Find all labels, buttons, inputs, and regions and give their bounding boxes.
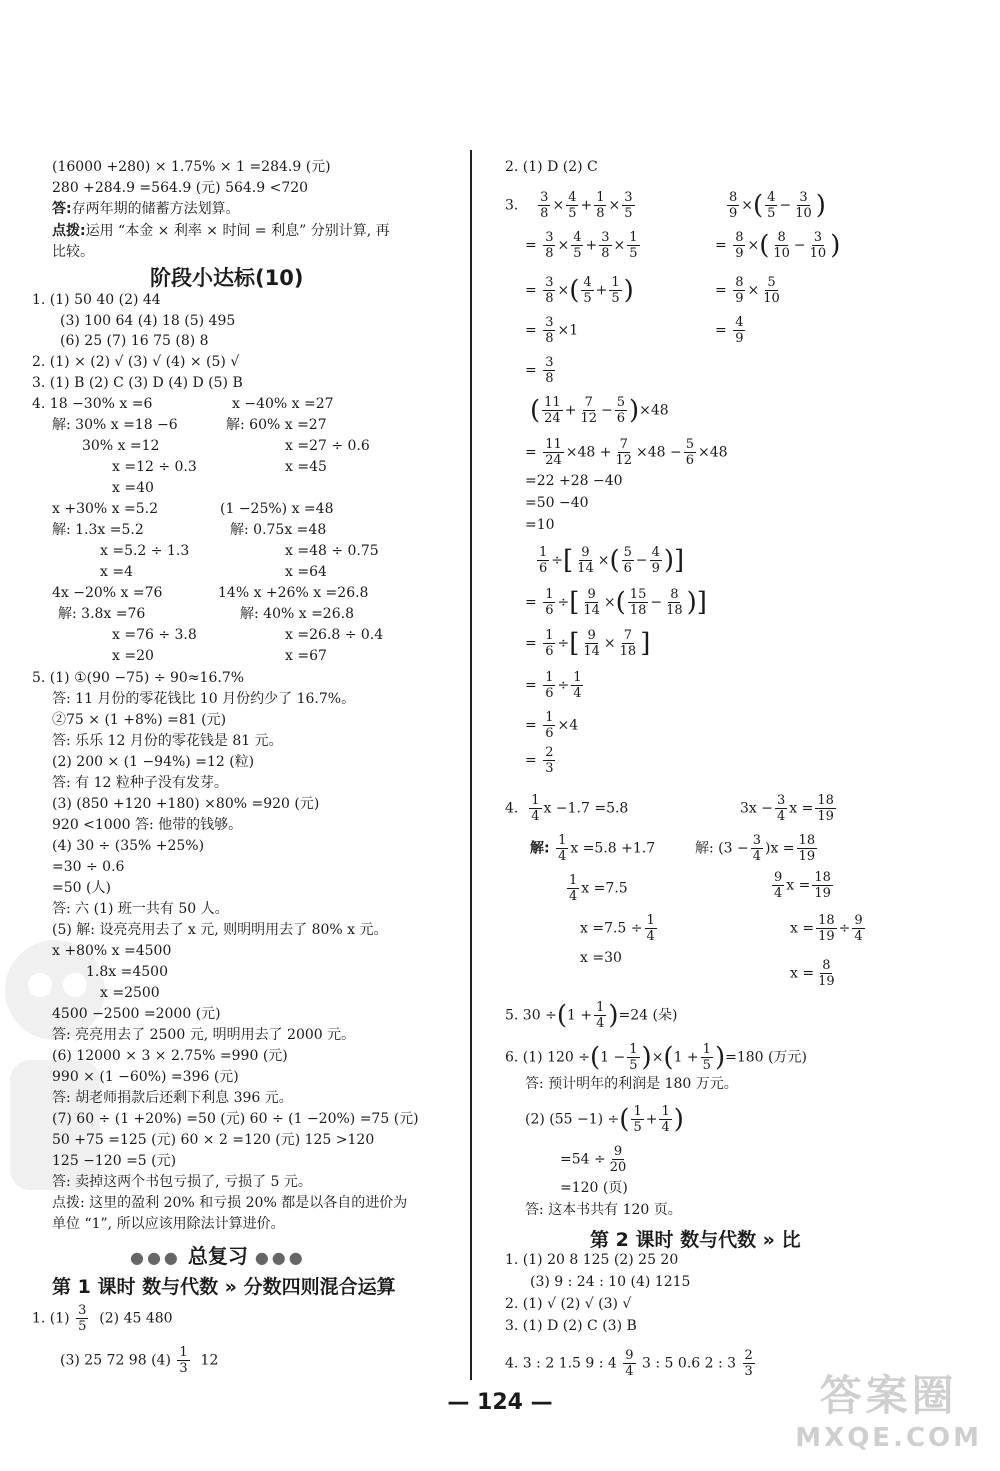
math-line: = $\frac{3}{8}$ × $\frac{4}{5}$ + $\frac{3}{8}$ × $\frac{1}{5}$ — [525, 230, 638, 261]
math-line: ( $\frac{11}{24}$ + $\frac{7}{12}$ − $\frac{5}{6}$ )×48 — [530, 395, 669, 426]
fraction — [177, 1345, 189, 1376]
text-line: x −40% x =27 — [232, 396, 334, 412]
text-line: 2. (1) D (2) C — [505, 159, 598, 175]
text-line: x +30% x =5.2 — [52, 501, 158, 517]
text-line: x =40 — [112, 480, 154, 496]
math-line: 解: $\frac{1}{4}$ x =5.8 +1.7 — [530, 833, 656, 864]
text-line: x =26.8 ÷ 0.4 — [285, 627, 384, 643]
column-divider — [470, 150, 472, 1380]
math-line: 6. (1) 120 ÷(1 − $\frac{1}{5}$ )×(1 + $\frac{1}{5}$ )=180 (万元) — [505, 1042, 807, 1073]
math-line: = $\frac{4}{9}$ — [715, 315, 744, 346]
math-line: $\frac{1}{6}$ ÷[ $\frac{9}{14}$ ×( $\frac{5}{6}$ − $\frac{4}{9}$ )] — [539, 545, 685, 576]
math-line: = $\frac{11}{24}$ ×48 + $\frac{7}{12}$ ×48 − $\frac{5}{6}$ ×48 — [525, 437, 728, 468]
section-title: 总复习 — [187, 1244, 248, 1268]
math-line: =54 ÷ $\frac{9}{20}$ — [560, 1144, 627, 1175]
text-line: 2. (1) √ (2) √ (3) √ — [505, 1296, 632, 1312]
text-span: x =5.8 +1.7 — [570, 840, 656, 857]
text-line: x =48 ÷ 0.75 — [285, 543, 379, 559]
text-line: 点拨: 这里的盈利 20% 和亏损 20% 都是以各自的进价为 — [52, 1195, 408, 1211]
text-line: x =45 — [285, 459, 327, 475]
numerator: 1 — [179, 1345, 188, 1360]
text-line: (6) 12000 × 3 × 2.75% =990 (元) — [52, 1048, 288, 1064]
text-line: ②75 × (1 +8%) =81 (元) — [52, 712, 227, 728]
fraction — [76, 1303, 88, 1334]
text-line: 4500 −2500 =2000 (元) — [52, 1006, 221, 1022]
math-line: = $\frac{1}{6}$ ×4 — [525, 710, 579, 741]
text-line: 答: 11 月份的零花钱比 10 月份约少了 16.7%。 — [52, 691, 356, 707]
text-line: 280 +284.9 =564.9 (元) 564.9 <720 — [52, 180, 309, 196]
text-line: (5) 解: 设亮亮用去了 x 元, 则明明用去了 80% x 元。 — [52, 922, 388, 938]
text-span: 12 — [200, 1352, 219, 1369]
text-span: x =7.5 — [581, 880, 628, 897]
math-line: 4. 3 : 2 1.5 9 : 4 $\frac{9}{4}$ 3 : 5 0.6 2 : 3 $\frac{2}{3}$ — [505, 1348, 753, 1379]
text-span: =180 (万元) — [725, 1049, 807, 1066]
text-line: 答: 有 12 粒种子没有发芽。 — [52, 775, 228, 791]
math-line: 3. $\frac{3}{8}$ × $\frac{4}{5}$ + $\frac{1}{8}$ × $\frac{3}{5}$ — [505, 190, 633, 221]
math-line: $\frac{8}{9}$ ×( $\frac{4}{5}$ − $\frac{3}{10}$ ) — [729, 190, 826, 221]
text-line: (1 −25%) x =48 — [220, 501, 334, 517]
text-line: (6) 25 (7) 16 75 (8) 8 — [60, 333, 209, 349]
text-line: (16000 +280) × 1.75% × 1 =284.9 (元) — [52, 159, 331, 175]
text-span: 4. — [505, 800, 519, 817]
text-line: 14% x +26% x =26.8 — [218, 585, 369, 601]
text-line: =22 +28 −40 — [525, 473, 623, 489]
text-line: 4x −20% x =76 — [52, 585, 163, 601]
text-span: =54 ÷ — [560, 1151, 606, 1168]
text-line: x =20 — [112, 648, 154, 664]
text-line: x =2500 — [100, 985, 160, 1001]
text-span: x = — [790, 965, 815, 982]
math-line: = $\frac{1}{6}$ ÷[ $\frac{9}{14}$ ×( $\frac{15}{18}$ − $\frac{8}{18}$ )] — [525, 587, 707, 618]
math-line: 3x − $\frac{3}{4}$ x = $\frac{18}{19}$ — [740, 793, 834, 824]
text-line: x =67 — [285, 648, 327, 664]
text-span: x =7.5 ÷ — [580, 920, 643, 937]
text-line: =50 (人) — [52, 880, 111, 896]
math-line: 4. $\frac{1}{4}$ x −1.7 =5.8 — [505, 793, 629, 824]
answer-label: 答: — [52, 201, 72, 217]
text-line: 920 <1000 答: 他带的钱够。 — [52, 817, 243, 833]
text-span: (2) (55 −1) ÷ — [525, 1111, 620, 1128]
tip-text: 运用 “本金 × 利率 × 时间 = 利息” 分别计算, 再 — [85, 223, 390, 239]
section-heading — [130, 1240, 306, 1269]
lesson-heading: 第 2 课时 数与代数 » 比 — [590, 1229, 801, 1251]
text-span: 3x − — [740, 800, 773, 817]
text-line: x +80% x =4500 — [52, 943, 172, 959]
text-line: (3) 9 : 24 : 10 (4) 1215 — [530, 1274, 691, 1290]
decor-dots: ●●● — [130, 1248, 181, 1267]
text-span: 5. 30 ÷ — [505, 1007, 557, 1024]
text-line — [32, 1303, 173, 1334]
text-line: 125 −120 =5 (元) — [52, 1153, 177, 1169]
text-line — [60, 1345, 218, 1376]
math-line: = $\frac{8}{9}$ × $\frac{5}{10}$ — [715, 275, 780, 306]
text-line: 1.8x =4500 — [86, 964, 168, 980]
text-line: 解: 40% x =26.8 — [240, 606, 354, 622]
text-line: x =64 — [285, 564, 327, 580]
math-line: = $\frac{8}{9}$ ×( $\frac{8}{10}$ − $\frac{3}{10}$ ) — [715, 230, 841, 261]
text-span: 1. (1) — [32, 1310, 70, 1327]
text-line: x =4 — [100, 564, 133, 580]
text-line: 答: 卖掉这两个书包亏损了, 亏损了 5 元。 — [52, 1174, 312, 1190]
math-line: = $\frac{1}{6}$ ÷ $\frac{1}{4}$ — [525, 670, 582, 701]
text-span: 4. 3 : 2 1.5 9 : 4 — [505, 1355, 617, 1372]
text-line: 解: 60% x =27 — [226, 417, 327, 433]
text-span: 解: (3 − — [695, 840, 749, 857]
site-watermark — [795, 1363, 982, 1453]
tip-label: 点拨: — [52, 223, 86, 239]
text-line: 1. (1) 50 40 (2) 44 — [32, 292, 161, 308]
text-span: 6. (1) 120 ÷ — [505, 1049, 590, 1066]
answer-text: 存两年期的储蓄方法划算。 — [71, 201, 240, 217]
watermark-url: MXQE.COM — [795, 1423, 982, 1453]
math-line: = $\frac{1}{6}$ ÷[ $\frac{9}{14}$ × $\frac{7}{18}$ ] — [525, 628, 651, 659]
text-line: (4) 30 ÷ (35% +25%) — [52, 838, 205, 854]
section-heading: 阶段小达标(10) — [150, 266, 304, 290]
math-line: x =7.5 ÷ $\frac{1}{4}$ — [580, 913, 655, 944]
text-line: 答: 亮亮用去了 2500 元, 明明用去了 2000 元。 — [52, 1027, 356, 1043]
text-line: 3. (1) B (2) C (3) D (4) D (5) B — [32, 375, 243, 391]
math-line: = $\frac{3}{8}$ ×1 — [525, 315, 579, 346]
text-line: 990 × (1 −60%) =396 (元) — [52, 1069, 239, 1085]
denominator: 5 — [78, 1319, 87, 1334]
denominator: 3 — [179, 1361, 188, 1376]
text-span: (3) 25 72 98 (4) — [60, 1352, 171, 1369]
text-span: (2) 45 480 — [99, 1310, 173, 1327]
watermark-text: 答案圈 — [819, 1371, 958, 1420]
math-line: 5. 30 ÷(1 + $\frac{1}{4}$ )=24 (朵) — [505, 1000, 678, 1031]
math-line: $\frac{9}{4}$ x = $\frac{18}{19}$ — [774, 870, 831, 901]
text-line: x =30 — [580, 950, 622, 966]
math-line: x = $\frac{8}{19}$ — [790, 958, 835, 989]
text-span: 3 : 5 0.6 2 : 3 — [642, 1355, 737, 1372]
text-line: x =12 ÷ 0.3 — [112, 459, 197, 475]
text-line: (3) (850 +120 +180) ×80% =920 (元) — [52, 796, 320, 812]
text-line: (3) 100 64 (4) 18 (5) 495 — [60, 313, 236, 329]
solve-label: 解: — [530, 840, 550, 857]
lesson-heading: 第 1 课时 数与代数 » 分数四则混合运算 — [52, 1276, 396, 1298]
numerator: 3 — [78, 1303, 87, 1318]
text-line: =120 (页) — [560, 1180, 628, 1196]
text-line: x =76 ÷ 3.8 — [112, 627, 197, 643]
text-line: x =5.2 ÷ 1.3 — [100, 543, 190, 559]
text-line: 30% x =12 — [82, 438, 160, 454]
text-line: x =27 ÷ 0.6 — [285, 438, 370, 454]
text-line — [52, 221, 390, 241]
text-line: (2) 200 × (1 −94%) =12 (粒) — [52, 754, 255, 770]
text-line: 解: 3.8x =76 — [58, 606, 146, 622]
text-line: =50 −40 — [525, 495, 589, 511]
text-line: 答: 这本书共有 120 页。 — [525, 1202, 682, 1218]
math-line: = $\frac{2}{3}$ — [525, 745, 554, 776]
text-line: 答: 预计明年的利润是 180 万元。 — [525, 1076, 738, 1092]
text-line: (7) 60 ÷ (1 +20%) =50 (元) 60 ÷ (1 −20%) =75 (元) — [52, 1111, 419, 1127]
text-line: 答: 乐乐 12 月份的零花钱是 81 元。 — [52, 733, 283, 749]
text-line: 4. 18 −30% x =6 — [32, 396, 153, 412]
text-span: =24 (朵) — [618, 1007, 678, 1024]
text-line: 解: 30% x =18 −6 — [52, 417, 178, 433]
text-line: 答: 六 (1) 班一共有 50 人。 — [52, 901, 229, 917]
math-line: = $\frac{3}{8}$ ×( $\frac{4}{5}$ + $\frac{1}{5}$ ) — [525, 275, 634, 306]
text-line: 单位 “1”, 所以应该用除法计算进价。 — [52, 1216, 285, 1232]
text-line: =10 — [525, 517, 555, 533]
math-line: $\frac{1}{4}$ x =7.5 — [569, 873, 628, 904]
text-line: 解: 1.3x =5.2 — [52, 522, 144, 538]
text-span: x −1.7 =5.8 — [543, 800, 629, 817]
text-line: 2. (1) × (2) √ (3) √ (4) × (5) √ — [32, 354, 240, 370]
decor-dots: ●●● — [254, 1248, 306, 1267]
text-line — [52, 199, 240, 219]
text-line: 3. (1) D (2) C (3) B — [505, 1318, 637, 1334]
text-line: =30 ÷ 0.6 — [52, 859, 125, 875]
text-line: 解: 0.75x =48 — [230, 522, 327, 538]
math-line: (2) (55 −1) ÷( $\frac{1}{5}$ + $\frac{1}{4}$ ) — [525, 1104, 684, 1135]
text-line: 答: 胡老师捐款后还剩下利息 396 元。 — [52, 1090, 293, 1106]
text-line: 5. (1) ①(90 −75) ÷ 90≈16.7% — [32, 670, 245, 686]
page-number: — 124 — — [447, 1390, 553, 1415]
math-line: 解: (3 − $\frac{3}{4}$ )x = $\frac{18}{19}$ — [695, 833, 816, 864]
text-line: 比较。 — [52, 244, 94, 260]
text-line: 1. (1) 20 8 125 (2) 25 20 — [505, 1252, 679, 1268]
text-line: 50 +75 =125 (元) 60 × 2 =120 (元) 125 >120 — [52, 1132, 375, 1148]
math-line: x = $\frac{18}{19}$ ÷ $\frac{9}{4}$ — [790, 913, 863, 944]
math-line: = $\frac{3}{8}$ — [525, 355, 554, 386]
